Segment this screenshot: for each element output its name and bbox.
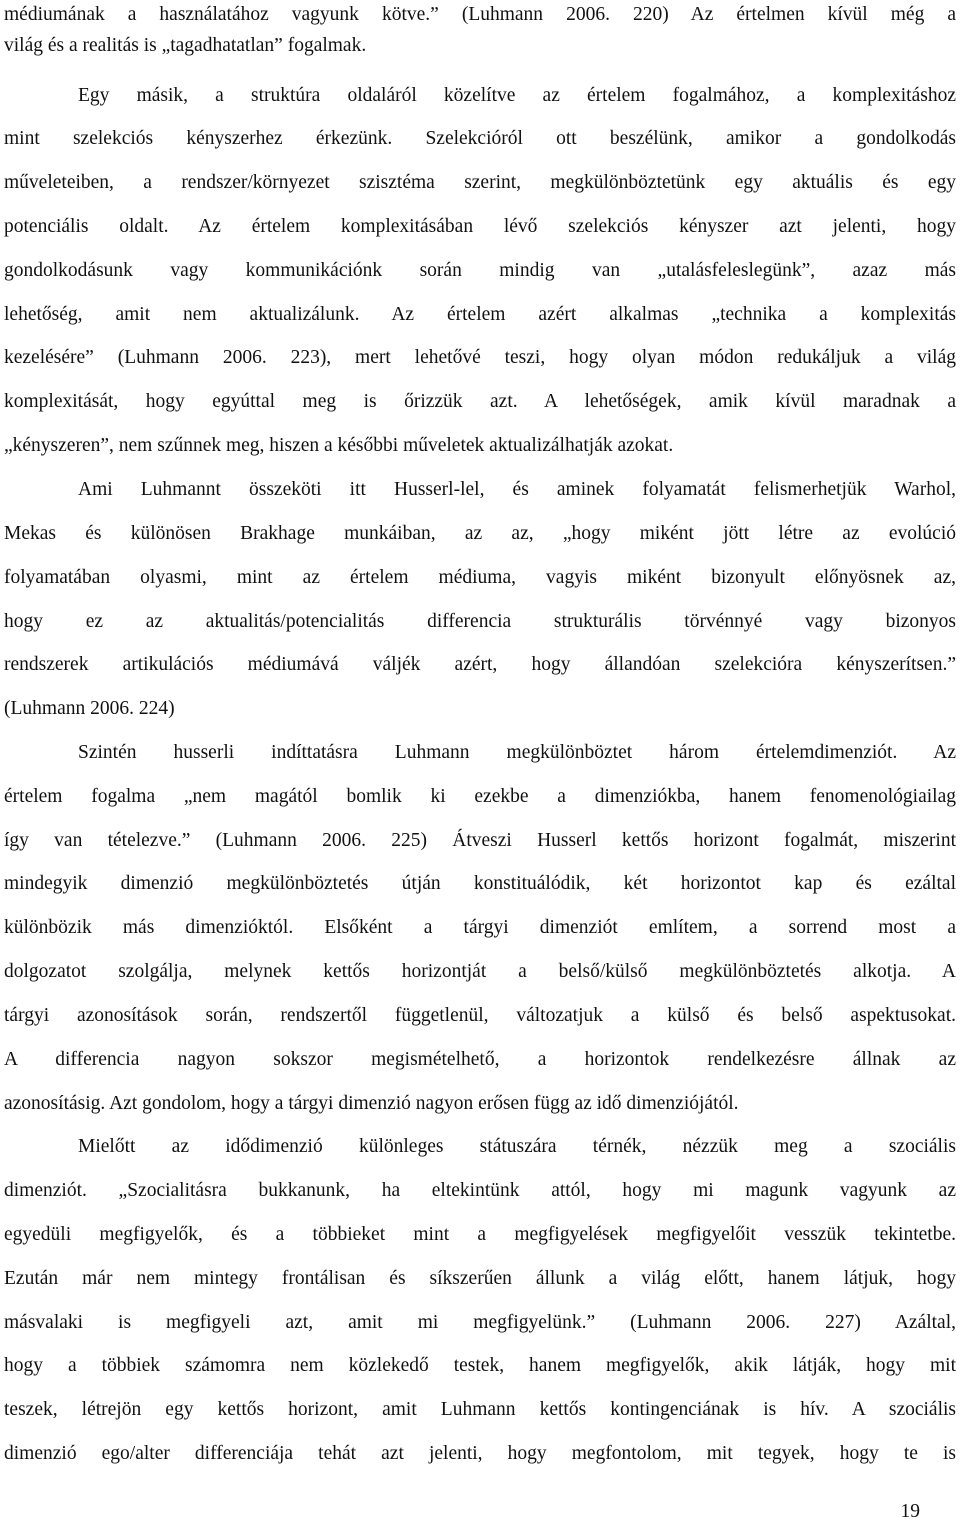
text-line: dimenzió ego/alter differenciája tehát azt jelenti, hogy megfontolom, mit tegyek, hogy te is xyxy=(4,1443,956,1464)
text-line: teszek, létrejön egy kettős horizont, amit Luhmann kettős kontingenciának is hív. A szociális xyxy=(4,1399,956,1420)
text-line: értelem fogalma „nem magától bomlik ki ezekbe a dimenziókba, hanem fenomenológiailag xyxy=(4,786,956,807)
text-line: potenciális oldalt. Az értelem komplexitásában lévő szelekciós kényszer azt jelenti, hogy xyxy=(4,216,956,237)
text-line: azonosításig. Azt gondolom, hogy a tárgyi dimenzió nagyon erősen függ az idő dimenziójától. xyxy=(4,1093,739,1114)
text-line: Egy másik, a struktúra oldaláról közelítve az értelem fogalmához, a komplexitáshoz xyxy=(78,85,956,106)
text-line: Ami Luhmannt összeköti itt Husserl-lel, és aminek folyamatát felismerhetjük Warhol, xyxy=(78,479,956,500)
text-line: médiumának a használatához vagyunk kötve.” (Luhmann 2006. 220) Az értelmen kívül még a xyxy=(4,4,956,25)
text-line: műveleteiben, a rendszer/környezet szisztéma szerint, megkülönböztetünk egy aktuális és egy xyxy=(4,172,956,193)
text-line: rendszerek artikulációs médiumává váljék azért, hogy állandóan szelekcióra kényszerítsen.” xyxy=(4,654,956,675)
text-line: mindegyik dimenzió megkülönböztetés útján konstituálódik, két horizontot kap és ezáltal xyxy=(4,873,956,894)
text-line: tárgyi azonosítások során, rendszertől függetlenül, változatjuk a külső és belső aspektusokat. xyxy=(4,1005,956,1026)
text-line: világ és a realitás is „tagadhatatlan” fogalmak. xyxy=(4,35,367,56)
page-number: 19 xyxy=(900,1501,920,1522)
text-line: komplexitását, hogy egyúttal meg is őrizzük azt. A lehetőségek, amik kívül maradnak a xyxy=(4,391,956,412)
text-line: folyamatában olyasmi, mint az értelem médiuma, vagyis miként bizonyult előnyösnek az, xyxy=(4,567,956,588)
text-line: különbözik más dimenzióktól. Elsőként a tárgyi dimenziót említem, a sorrend most a xyxy=(4,917,956,938)
text-line: gondolkodásunk vagy kommunikációnk során mindig van „utalásfeleslegünk”, azaz más xyxy=(4,260,956,281)
text-line: dimenziót. „Szocialitásra bukkanunk, ha eltekintünk attól, hogy mi magunk vagyunk az xyxy=(4,1180,956,1201)
text-line: hogy a többiek számomra nem közlekedő testek, hanem megfigyelők, akik látják, hogy mit xyxy=(4,1355,956,1376)
text-line: egyedüli megfigyelők, és a többieket mint a megfigyelések megfigyelőit vesszük tekintetbe. xyxy=(4,1224,956,1245)
text-line: lehetőség, amit nem aktualizálunk. Az értelem azért alkalmas „technika a komplexitás xyxy=(4,304,956,325)
text-line: „kényszeren”, nem szűnnek meg, hiszen a későbbi műveletek aktualizálhatják azokat. xyxy=(4,435,674,456)
text-line: Szintén husserli indíttatásra Luhmann megkülönböztet három értelemdimenziót. Az xyxy=(78,742,956,763)
text-line: (Luhmann 2006. 224) xyxy=(4,698,175,719)
text-line: Mielőtt az idődimenzió különleges státuszára térnék, nézzük meg a szociális xyxy=(78,1136,956,1157)
text-line: A differencia nagyon sokszor megismételhető, a horizontok rendelkezésre állnak az xyxy=(4,1049,956,1070)
text-line: Mekas és különösen Brakhage munkáiban, az az, „hogy miként jött létre az evolúció xyxy=(4,523,956,544)
text-line: mint szelekciós kényszerhez érkezünk. Szelekcióról ott beszélünk, amikor a gondolkodás xyxy=(4,128,956,149)
text-line: másvalaki is megfigyeli azt, amit mi megfigyelünk.” (Luhmann 2006. 227) Azáltal, xyxy=(4,1312,956,1333)
text-line: kezelésére” (Luhmann 2006. 223), mert lehetővé teszi, hogy olyan módon redukáljuk a világ xyxy=(4,347,956,368)
text-line: dolgozatot szolgálja, melynek kettős horizontját a belső/külső megkülönböztetés alkotja. A xyxy=(4,961,956,982)
text-line: hogy ez az aktualitás/potencialitás differencia strukturális törvénnyé vagy bizonyos xyxy=(4,611,956,632)
text-line: Ezután már nem mintegy frontálisan és síkszerűen állunk a világ előtt, hanem látjuk, hogy xyxy=(4,1268,956,1289)
text-line: így van tételezve.” (Luhmann 2006. 225) Átveszi Husserl kettős horizont fogalmát, miszerint xyxy=(4,830,956,851)
